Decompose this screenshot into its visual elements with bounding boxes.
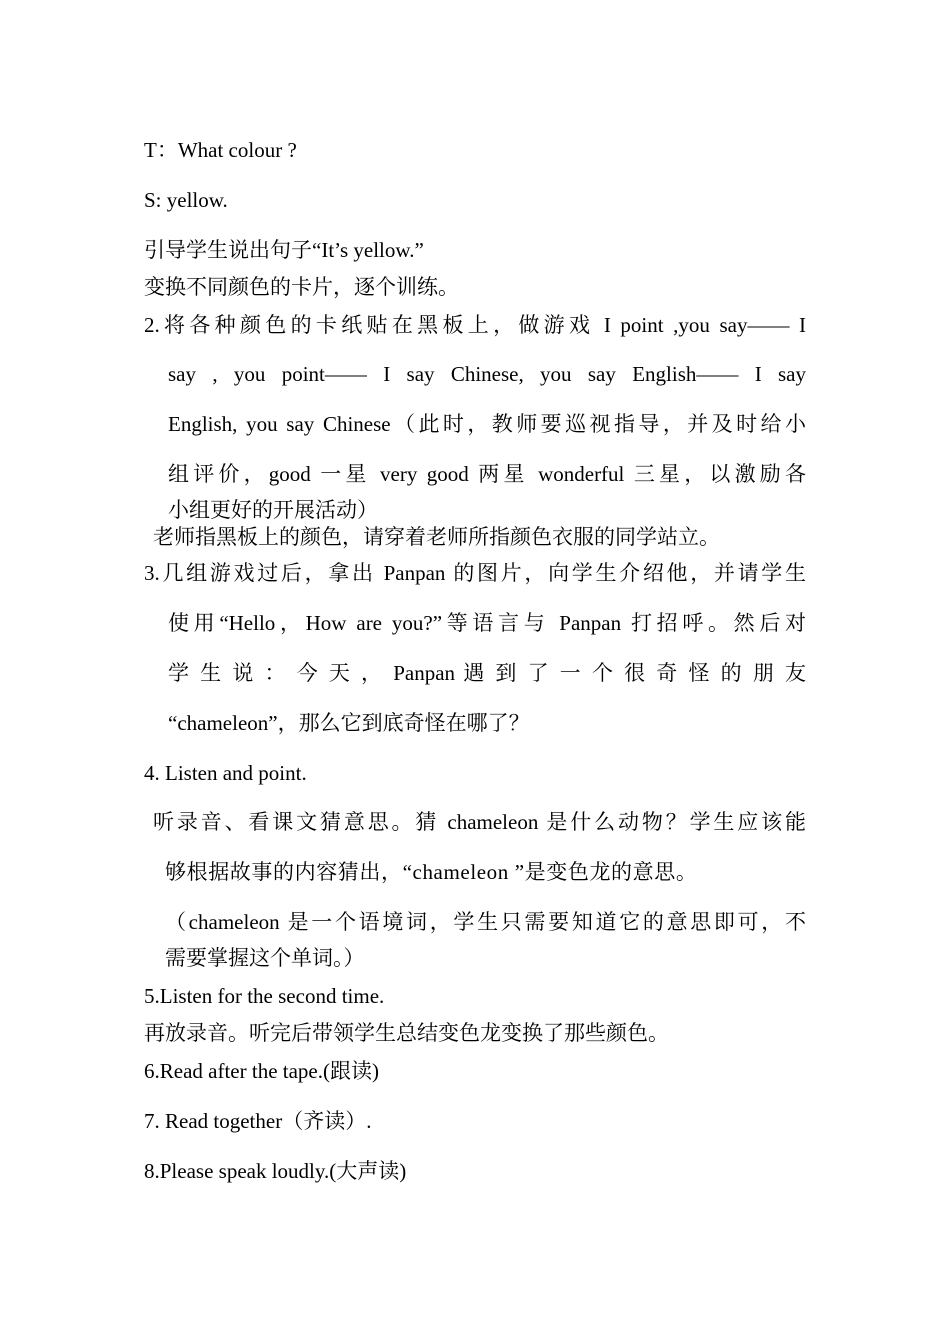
- step-6-line: 6.Read after the tape.(跟读): [144, 1059, 379, 1083]
- practice-line: 变换不同颜色的卡片，逐个训练。: [144, 275, 459, 299]
- step-2-line-4: 组评价，good 一星 very good 两星 wonderful 三星，以激励各: [168, 462, 806, 486]
- step-3-line-1: 3.几组游戏过后，拿出 Panpan 的图片，向学生介绍他，并请学生: [144, 561, 806, 585]
- guide-sentence-line: 引导学生说出句子“It’s yellow.”: [144, 238, 424, 262]
- step-7-line: 7. Read together（齐读）.: [144, 1109, 372, 1133]
- step-4-note-line-1: （chameleon 是一个语境词，学生只需要知道它的意思即可，不: [165, 910, 806, 934]
- dialogue-student-line: S: yellow.: [144, 188, 228, 212]
- step-4-note-line-2: 需要掌握这个单词。）: [165, 946, 365, 970]
- step-4-line-2: 够根据故事的内容猜出，“chameleon ”是变色龙的意思。: [165, 860, 698, 884]
- teacher-point-line: 老师指黑板上的颜色，请穿着老师所指颜色衣服的同学站立。: [153, 525, 720, 549]
- step-2-line-1: 2.将各种颜色的卡纸贴在黑板上，做游戏 I point ,you say—— I: [144, 313, 806, 337]
- step-3-line-4: “chameleon”，那么它到底奇怪在哪了？: [168, 711, 530, 735]
- step-5-heading: 5.Listen for the second time.: [144, 984, 385, 1008]
- step-2-line-3: English, you say Chinese（此时，教师要巡视指导，并及时给小: [168, 412, 806, 436]
- step-4-line-1: 听录音、看课文猜意思。猜 chameleon 是什么动物？学生应该能: [153, 810, 806, 834]
- step-2-line-2: say , you point—— I say Chinese, you say English—— I say: [168, 362, 806, 386]
- step-4-heading: 4. Listen and point.: [144, 761, 307, 785]
- step-5-line: 再放录音。听完后带领学生总结变色龙变换了那些颜色。: [144, 1021, 669, 1045]
- dialogue-teacher-line: T：What colour ?: [144, 138, 297, 162]
- step-3-line-3: 学 生 说 ： 今 天 ， Panpan 遇 到 了 一 个 很 奇 怪 的 朋 友: [168, 661, 806, 685]
- step-8-line: 8.Please speak loudly.(大声读): [144, 1159, 407, 1183]
- step-2-line-5: 小组更好的开展活动）: [168, 498, 378, 522]
- step-3-line-2: 使用“Hello，How are you?”等语言与 Panpan 打招呼。然后对: [168, 611, 806, 635]
